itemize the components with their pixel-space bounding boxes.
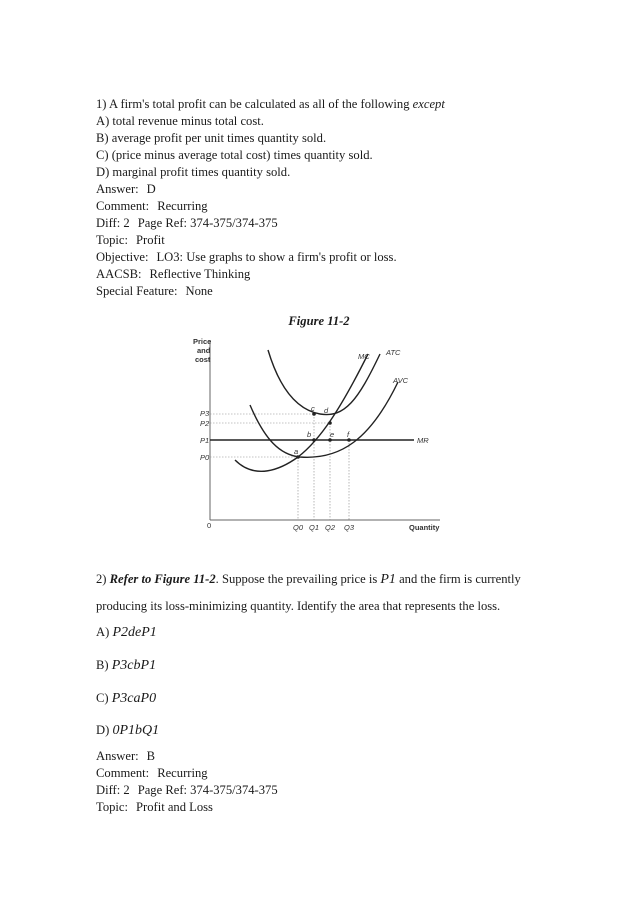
- p0-label: P0: [200, 453, 210, 462]
- q2-comment: Comment: Recurring: [96, 766, 208, 780]
- point-d-label: d: [324, 406, 329, 415]
- q1-diff: Diff: 2 Page Ref: 374-375/374-375: [96, 216, 278, 230]
- q1-option-a: A) total revenue minus total cost.: [96, 114, 264, 128]
- point-a-label: a: [294, 447, 299, 456]
- q1-label: Q1: [309, 523, 320, 532]
- point-b: [312, 438, 316, 442]
- origin-label: 0: [207, 521, 212, 530]
- q2-label: Q2: [325, 523, 336, 532]
- avc-curve: [250, 382, 398, 457]
- q2-diff: Diff: 2 Page Ref: 374-375/374-375: [96, 783, 278, 797]
- cost-curves-figure: [180, 330, 470, 540]
- q2-option-c: C) P3caP0: [96, 691, 157, 706]
- q2-option-a: A) P2deP1: [96, 625, 157, 640]
- q1-topic: Topic: Profit: [96, 233, 165, 247]
- q2-answer: Answer: B: [96, 749, 156, 763]
- q1-option-c: C) (price minus average total cost) times quantity sold.: [96, 148, 373, 162]
- q1-special-feature: Special Feature: None: [96, 284, 213, 298]
- q1-option-b: B) average profit per unit times quantity sold.: [96, 131, 327, 145]
- q1-option-d: D) marginal profit times quantity sold.: [96, 165, 291, 179]
- p1-label: P1: [200, 436, 210, 445]
- figure-title: Figure 11-2: [288, 314, 350, 328]
- q1-objective: Objective: LO3: Use graphs to show a firm's profit or loss.: [96, 250, 397, 264]
- p2-label: P2: [200, 419, 210, 428]
- mr-label: MR: [417, 436, 429, 445]
- q2-option-b: B) P3cbP1: [96, 658, 157, 673]
- avc-label: AVC: [393, 376, 409, 385]
- q2-question-line1: 2) Refer to Figure 11-2. Suppose the prevailing price is P1 and the firm is currently: [96, 572, 521, 587]
- y-axis-label-line3: cost: [195, 355, 211, 364]
- p3-label: P3: [200, 409, 210, 418]
- point-b-label: b: [307, 430, 312, 439]
- q1-answer: Answer: D: [96, 182, 156, 196]
- q1-aacsb: AACSB: Reflective Thinking: [96, 267, 251, 281]
- y-axis-label-line1: Price: [193, 337, 212, 346]
- q1-comment: Comment: Recurring: [96, 199, 208, 213]
- point-e-label: e: [330, 430, 335, 439]
- q2-option-d: D) 0P1bQ1: [96, 723, 160, 738]
- mc-label: MC: [358, 352, 370, 361]
- point-d: [328, 421, 332, 425]
- q2-question-line2: producing its loss-minimizing quantity. Identify the area that represents the loss.: [96, 599, 501, 613]
- mc-curve: [235, 354, 368, 471]
- x-axis-label: Quantity: [409, 523, 440, 532]
- q0-label: Q0: [293, 523, 304, 532]
- q3-label: Q3: [344, 523, 355, 532]
- atc-label: ATC: [386, 348, 401, 357]
- y-axis-label-line2: and: [197, 346, 211, 355]
- q1-question: 1) A firm's total profit can be calculated as all of the following except: [96, 97, 445, 111]
- point-c-label: c: [311, 404, 315, 413]
- point-f-label: f: [347, 430, 350, 439]
- q2-topic: Topic: Profit and Loss: [96, 800, 213, 814]
